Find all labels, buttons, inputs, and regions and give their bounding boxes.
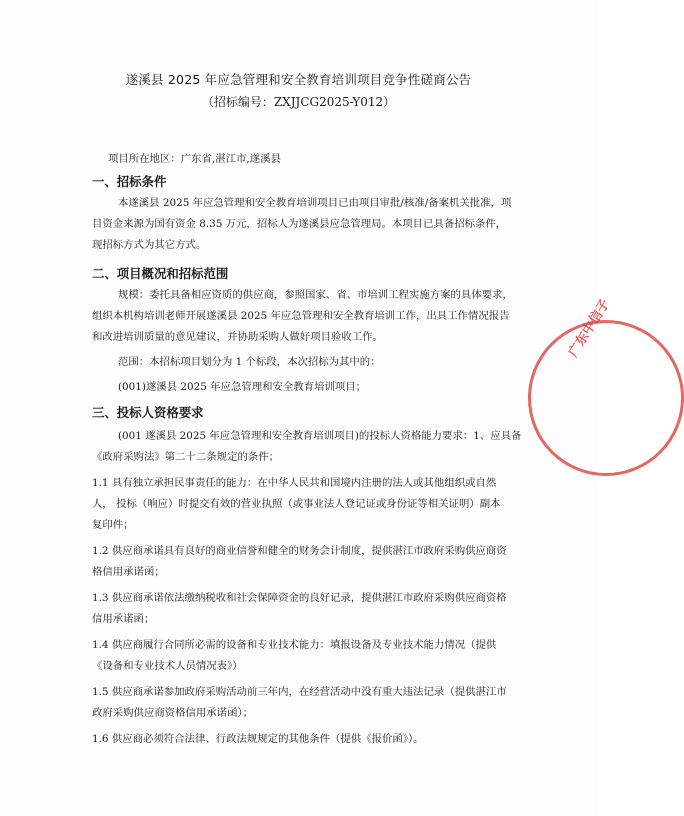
section1-line: 现招标方式为其它方式。 (92, 239, 207, 251)
official-seal-stamp (528, 296, 684, 476)
section3-line: 1.3 供应商承诺依法缴纳税收和社会保障资金的良好记录，提供湛江市政府采购供应商资格 (92, 592, 507, 604)
section3-line: 信用承诺函； (92, 613, 155, 625)
section-heading-project-overview: 二、项目概况和招标范围 (92, 266, 229, 281)
project-location: 项目所在地区：广东省,湛江市,遂溪县 (108, 153, 281, 165)
section3-line: 1.5 供应商承诺参加政府采购活动前三年内，在经营活动中没有重大违法记录（提供湛江市 (92, 686, 507, 698)
section3-line: 1.6 供应商必须符合法律、行政法规规定的其他条件（提供《报价函》）。 (92, 733, 424, 745)
document-title: 遂溪县 2025 年应急管理和安全教育培训项目竞争性磋商公告 (125, 72, 472, 87)
section3-line: 复印件； (92, 519, 134, 531)
section3-line: 1.4 供应商履行合同所必需的设备和专业技术能力：填报设备及专业技术能力情况（提供 (92, 639, 497, 651)
section2-line: 规模：委托具备相应资质的供应商，参照国家、省、市培训工程实施方案的具体要求， (118, 289, 513, 301)
section3-line: 人， 投标（响应）时提交有效的营业执照（或事业法人登记证或身份证等相关证明）副本 (92, 498, 501, 510)
section3-line: 1.1 具有独立承担民事责任的能力：在中华人民共和国境内注册的法人或其他组织或自然 (92, 477, 497, 489)
section2-line: 组织本机构培训老师开展遂溪县 2025 年应急管理和安全教育培训工作，出具工作情况报告 (92, 310, 510, 322)
section3-line: 《政府采购法》第二十二条规定的条件； (92, 451, 280, 463)
seal-text: 广东中信子 (566, 296, 614, 360)
section3-line: 1.2 供应商承诺具有良好的商业信誉和健全的财务会计制度，提供湛江市政府采购供应商资 (92, 545, 507, 557)
section2-line: (001)遂溪县 2025 年应急管理和安全教育培训项目； (118, 381, 367, 393)
section3-line: 《设备和专业技术人员情况表》） (92, 660, 243, 672)
section3-line: 格信用承诺函； (92, 566, 165, 578)
section3-line: 政府采购供应商资格信用承诺函）； (92, 707, 254, 719)
section2-line: 和改进培训质量的意见建议，并协助采购人做好项目验收工作。 (92, 331, 383, 343)
section3-line: (001 遂溪县 2025 年应急管理和安全教育培训项目)的投标人资格能力要求：1、应具备 (118, 430, 522, 442)
section2-line: 范围：本招标项目划分为 1 个标段，本次招标为其中的： (118, 356, 381, 368)
tender-number: （招标编号：ZXJJCG2025-Y012） (201, 95, 396, 109)
section1-line: 目资金来源为国有资金 8.35 万元，招标人为遂溪县应急管理局。本项目已具备招标条件， (92, 218, 507, 230)
section1-line: 本遂溪县 2025 年应急管理和安全教育培训项目已由项目审批/核准/备案机关批准，项 (118, 197, 512, 209)
section-heading-bidder-qualifications: 三、投标人资格要求 (92, 405, 204, 420)
section-heading-tender-conditions: 一、招标条件 (92, 174, 167, 189)
